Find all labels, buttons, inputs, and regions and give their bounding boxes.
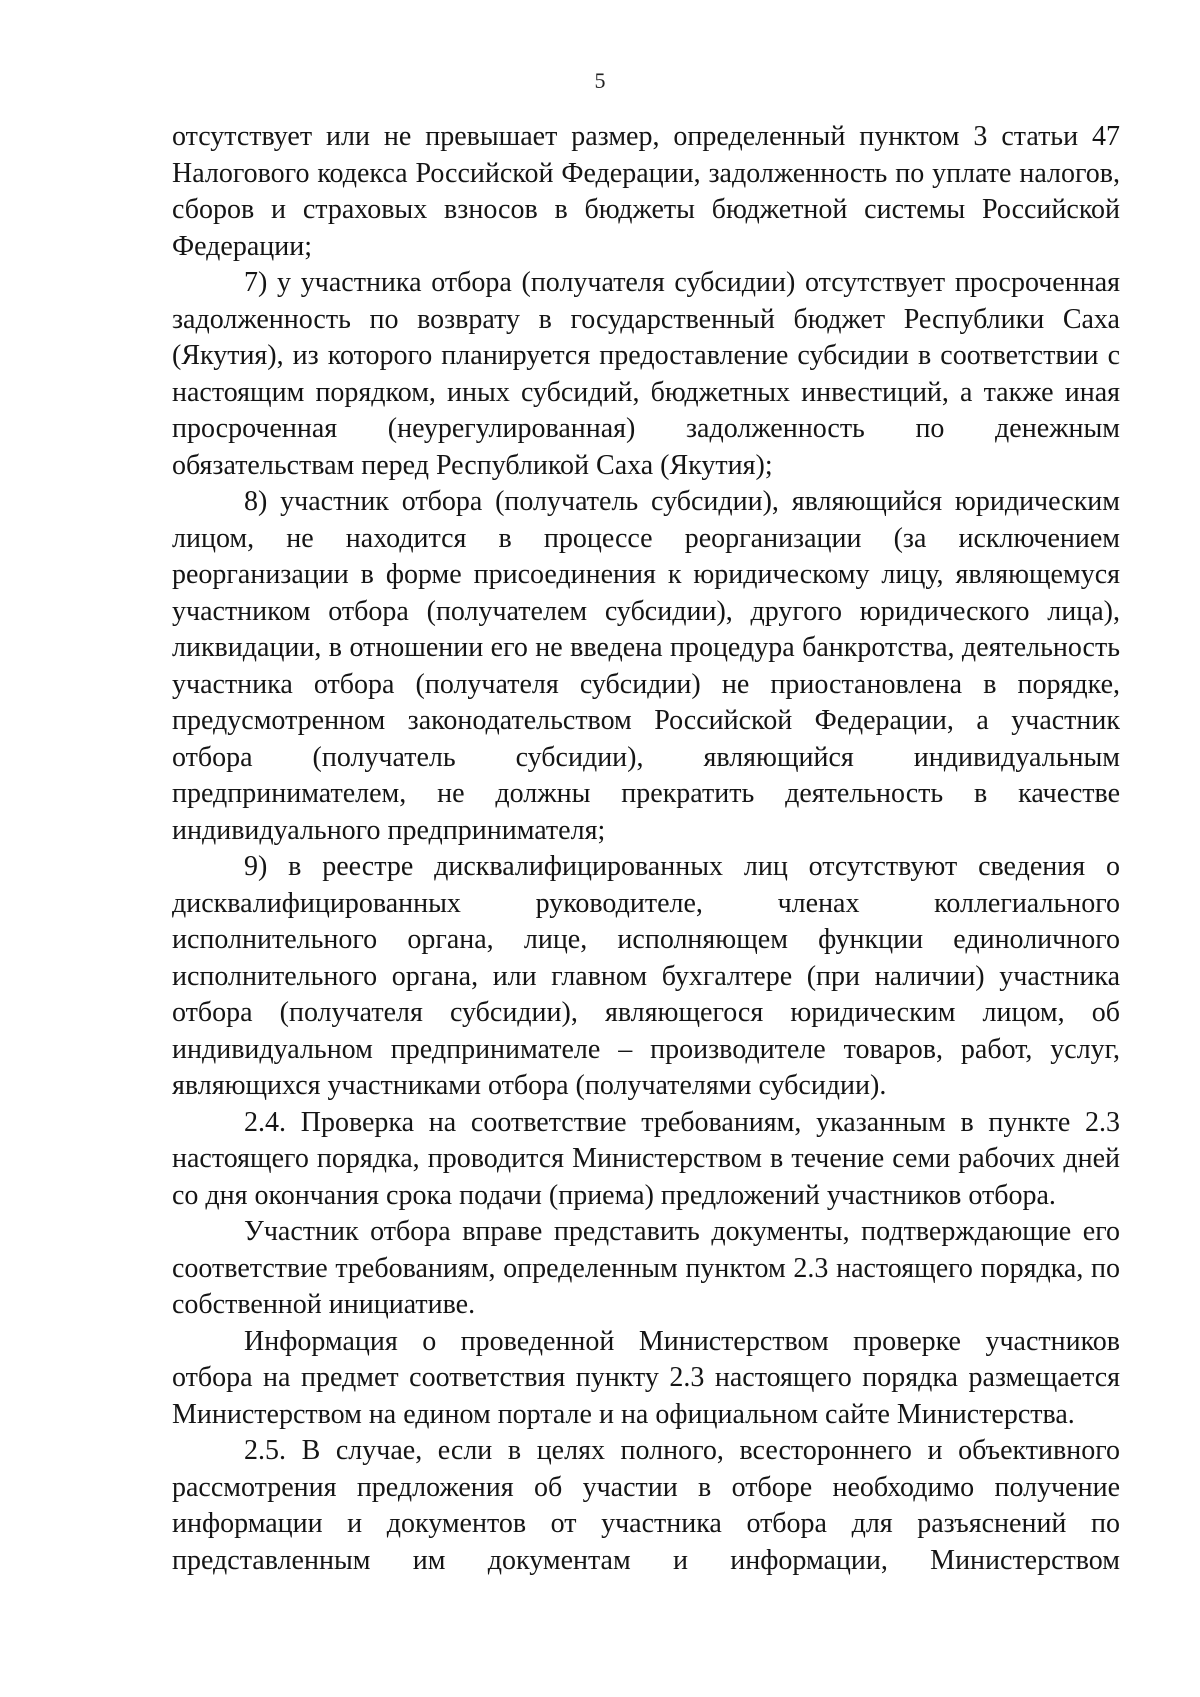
paragraph-item-9: 9) в реестре дисквалифицированных лиц отсутствуют сведения о дисквалифицированных руководителе, членах коллегиального исполнительного органа, лице, исполняющем функции единоличного исполнительного органа, или главном бухгалтере (при наличии) участника отбора (получателя субсидии), являющегося юридическим лицом, об индивидуальном предпринимателе – производителе товаров, работ, услуг, являющихся участниками отбора (получателями субсидии).	[172, 851, 1120, 1101]
paragraph-item-7: 7) у участника отбора (получателя субсидии) отсутствует просроченная задолженность по возврату в государственный бюджет Республики Саха (Якутия), из которого планируется предоставление субсидии в соответствии с настоящим порядком, иных субсидий, бюджетных инвестиций, а также иная просроченная (неурегулированная) задолженность по денежным обязательствам перед Республикой Саха (Якутия);	[172, 267, 1120, 481]
page-number: 5	[594, 68, 606, 93]
paragraph-verification-info: Информация о проведенной Министерством проверке участников отбора на предмет соответствия пункту 2.3 настоящего порядка размещается Министерством на едином портале и на официальном сайте Министерства.	[172, 1325, 1120, 1430]
paragraph-section-2-5: 2.5. В случае, если в целях полного, всестороннего и объективного рассмотрения предложения об участии в отборе необходимо получение информации и документов от участника отбора для разъяснений по представленным им документам и информации, Министерством	[172, 1435, 1120, 1576]
document-body	[172, 119, 1120, 1579]
paragraph-section-2-4: 2.4. Проверка на соответствие требованиям, указанным в пункте 2.3 настоящего порядка, проводится Министерством в течение семи рабочих дней со дня окончания срока подачи (приема) предложений участников отбора.	[172, 1106, 1120, 1211]
paragraph-participant-right: Участник отбора вправе представить документы, подтверждающие его соответствие требованиям, определенным пунктом 2.3 настоящего порядка, по собственной инициативе.	[172, 1216, 1120, 1320]
paragraph-item-8: 8) участник отбора (получатель субсидии), являющийся юридическим лицом, не находится в процессе реорганизации (за исключением реорганизации в форме присоединения к юридическому лицу, являющемуся участником отбора (получателем субсидии), другого юридического лица), ликвидации, в отношении его не введена процедура банкротства, деятельность участника отбора (получателя субсидии) не приостановлена в порядке, предусмотренном законодательством Российской Федерации, а участник отбора (получатель субсидии), являющийся индивидуальным предпринимателем, не должны прекратить деятельность в качестве индивидуального предпринимателя;	[172, 486, 1120, 846]
paragraph-continuation-item-6: отсутствует или не превышает размер, определенный пунктом 3 статьи 47 Налогового кодекса Российской Федерации, задолженность по уплате налогов, сборов и страховых взносов в бюджеты бюджетной системы Российской Федерации;	[172, 121, 1120, 262]
